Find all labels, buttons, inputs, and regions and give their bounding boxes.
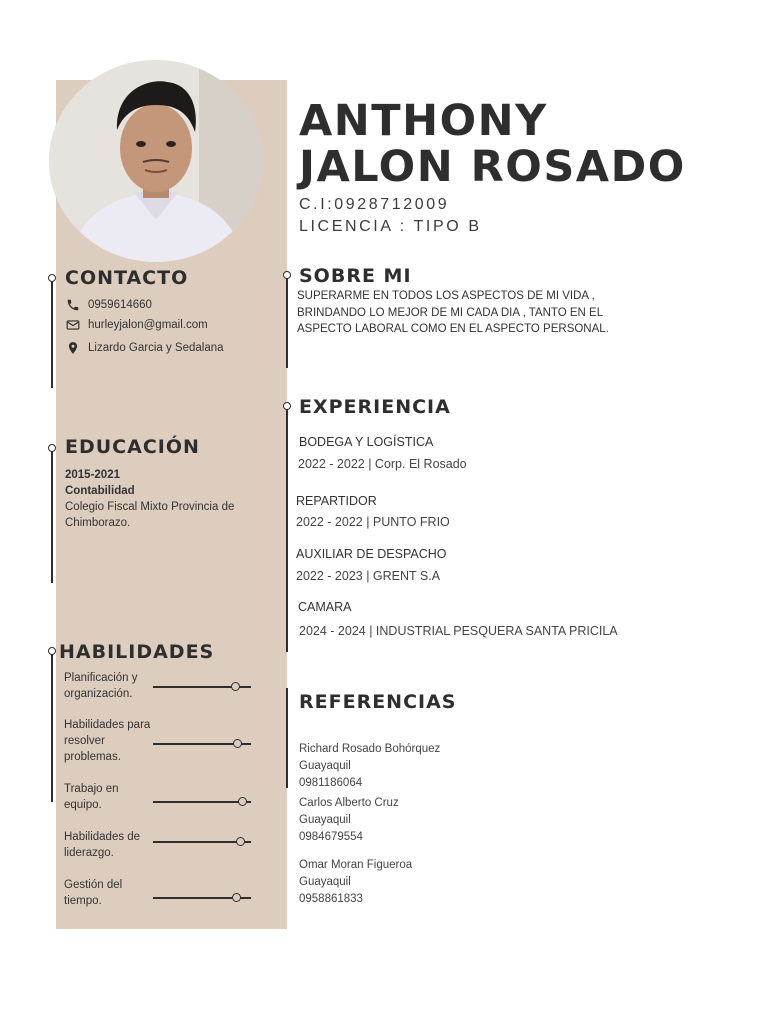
phone-icon xyxy=(66,298,80,312)
skill-track xyxy=(153,686,251,688)
job-date: 2022 - 2022 | Corp. El Rosado xyxy=(298,457,467,471)
skill-knob xyxy=(232,893,241,902)
contact-address-row xyxy=(66,341,224,355)
skill-knob xyxy=(233,739,242,748)
education-years: 2015-2021 xyxy=(65,469,120,481)
skill-knob xyxy=(231,682,240,691)
contact-address: Lizardo Garcia y Sedalana xyxy=(88,342,224,354)
skill-track xyxy=(153,801,251,803)
reference-entry xyxy=(299,795,399,846)
job-date: 2022 - 2022 | PUNTO FRIO xyxy=(296,515,450,529)
about-text: SUPERARME EN TODOS LOS ASPECTOS DE MI VIDA , BRINDANDO LO MEJOR DE MI CADA DIA , TANTO EN EL ASPECTO LABORAL COMO EN EL ASPECTO PERSONAL. xyxy=(297,290,609,335)
timeline-line-experience xyxy=(286,407,288,652)
id-number: C.I:0928712009 xyxy=(299,196,450,213)
profile-photo xyxy=(49,60,263,262)
job-title: CAMARA xyxy=(298,600,352,614)
timeline-dot-skills xyxy=(48,647,56,655)
reference-city: Guayaquil xyxy=(299,760,351,772)
job-title: AUXILIAR DE DESPACHO xyxy=(296,547,447,561)
reference-phone: 0958861833 xyxy=(299,893,363,905)
name-line-2: JALON ROSADO xyxy=(299,142,686,192)
education-degree: Contabilidad xyxy=(65,485,135,497)
job-date: 2022 - 2023 | GRENT S.A xyxy=(296,569,441,583)
reference-city: Guayaquil xyxy=(299,876,351,888)
skill-label: Habilidades para resolver problemas. xyxy=(64,719,151,763)
references-heading: REFERENCIAS xyxy=(299,691,457,713)
name-line-1: ANTHONY xyxy=(299,96,548,146)
reference-name: Omar Moran Figueroa xyxy=(299,859,413,871)
skill-label: Habilidades de liderazgo. xyxy=(64,831,141,859)
skill-label: Gestión del tiempo. xyxy=(64,879,123,907)
experience-heading: EXPERIENCIA xyxy=(299,396,451,418)
timeline-dot-contact xyxy=(48,274,56,282)
timeline-line-references xyxy=(286,688,288,788)
job-date: 2024 - 2024 | INDUSTRIAL PESQUERA SANTA PRICILA xyxy=(299,624,618,638)
location-pin-icon xyxy=(66,341,80,355)
timeline-dot-about xyxy=(283,271,291,279)
education-heading: EDUCACIÓN xyxy=(65,436,200,458)
full-name xyxy=(299,98,749,190)
timeline-dot-education xyxy=(48,444,56,452)
contact-phone: 0959614660 xyxy=(88,299,152,311)
about-heading: SOBRE MI xyxy=(299,265,412,287)
contact-email[interactable]: hurleyjalon@gmail.com xyxy=(88,319,208,331)
skill-track xyxy=(153,841,251,843)
timeline-dot-experience xyxy=(283,402,291,410)
reference-name: Carlos Alberto Cruz xyxy=(299,797,399,809)
reference-phone: 0984679554 xyxy=(299,831,363,843)
job-title: BODEGA Y LOGÍSTICA xyxy=(299,435,434,449)
reference-entry xyxy=(299,857,412,908)
education-school: Colegio Fiscal Mixto Provincia de Chimborazo. xyxy=(65,501,235,529)
timeline-line-education xyxy=(51,449,53,583)
skill-label: Planificación y organización. xyxy=(64,672,138,700)
reference-entry xyxy=(299,741,440,792)
skill-track xyxy=(153,897,251,899)
skill-track xyxy=(153,743,251,745)
contact-email-row xyxy=(66,318,208,332)
timeline-line-about xyxy=(286,276,288,368)
mail-icon xyxy=(66,318,80,332)
timeline-line-contact xyxy=(51,278,53,388)
reference-name: Richard Rosado Bohórquez xyxy=(299,743,441,755)
reference-phone: 0981186064 xyxy=(299,777,363,789)
profile-photo-illustration xyxy=(49,60,263,262)
skills-heading: HABILIDADES xyxy=(59,641,215,663)
skill-knob xyxy=(238,797,247,806)
job-title: REPARTIDOR xyxy=(296,494,377,508)
contact-phone-row xyxy=(66,298,152,312)
license-type: LICENCIA : TIPO B xyxy=(299,218,482,235)
reference-city: Guayaquil xyxy=(299,814,351,826)
skill-knob xyxy=(236,837,245,846)
education-entry xyxy=(65,467,270,531)
contact-heading: CONTACTO xyxy=(65,267,189,289)
skill-label: Trabajo en equipo. xyxy=(64,783,119,811)
timeline-line-skills xyxy=(51,652,53,802)
